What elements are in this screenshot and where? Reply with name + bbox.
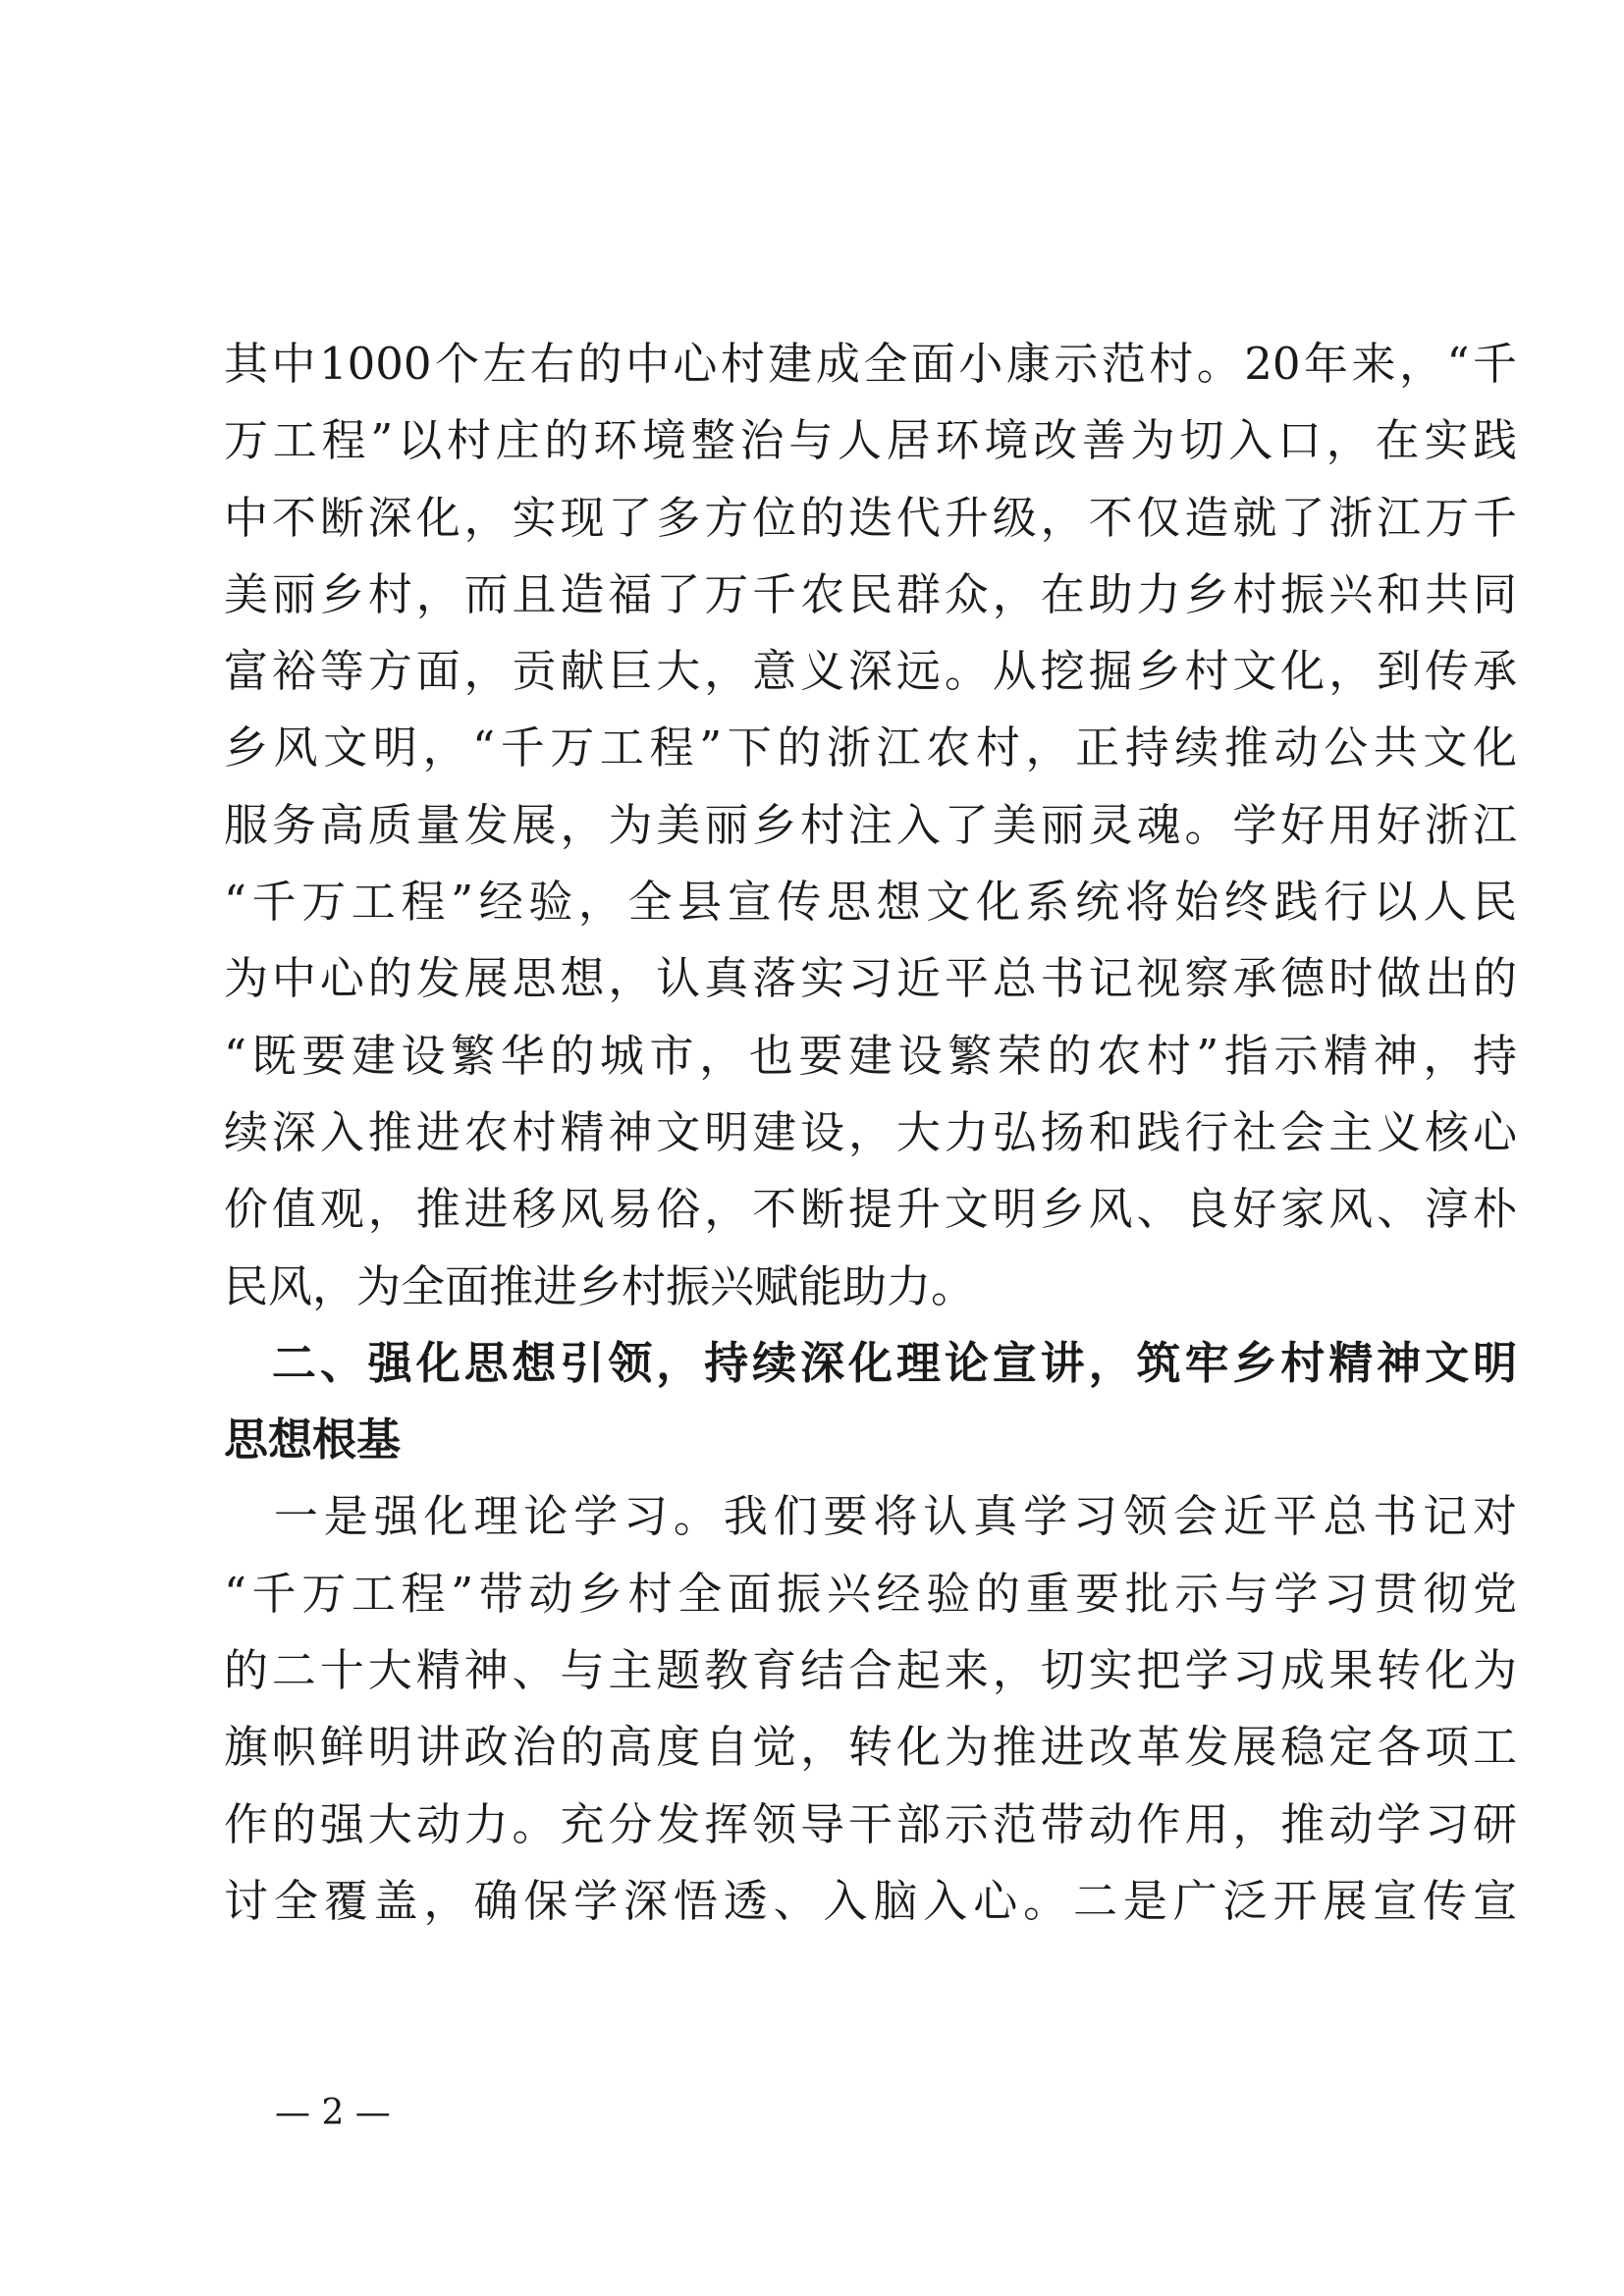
text-line-8: “千万工程”经验，全县宣传思想文化系统将始终践行以人民 bbox=[224, 876, 1517, 929]
text-line-5: 富裕等方面，贡献巨大，意义深远。从挖掘乡村文化，到传承 bbox=[224, 645, 1517, 698]
text-line-3: 中不断深化，实现了多方位的迭代升级，不仅造就了浙江万千 bbox=[224, 491, 1517, 544]
text-line-21: 讨全覆盖，确保学深悟透、入脑入心。二是广泛开展宣传宣 bbox=[224, 1874, 1517, 1927]
text-line-4: 美丽乡村，而且造福了万千农民群众，在助力乡村振兴和共同 bbox=[224, 567, 1517, 620]
text-line-12: 价值观，推进移风易俗，不断提升文明乡风、良好家风、淳朴 bbox=[224, 1183, 1517, 1236]
section-heading-line-1: 二、强化思想引领，持续深化理论宣讲，筑牢乡村精神文明 bbox=[224, 1336, 1517, 1389]
text-line-7: 服务高质量发展，为美丽乡村注入了美丽灵魂。学好用好浙江 bbox=[224, 798, 1517, 851]
text-line-17: “千万工程”带动乡村全面振兴经验的重要批示与学习贯彻党 bbox=[224, 1567, 1517, 1620]
text-line-9: 为中心的发展思想，认真落实习近平总书记视察承德时做出的 bbox=[224, 952, 1517, 1005]
text-line-19: 旗帜鲜明讲政治的高度自觉，转化为推进改革发展稳定各项工 bbox=[224, 1721, 1517, 1774]
text-line-16: 一是强化理论学习。我们要将认真学习领会近平总书记对 bbox=[224, 1490, 1517, 1543]
text-line-11: 续深入推进农村精神文明建设，大力弘扬和践行社会主义核心 bbox=[224, 1105, 1517, 1158]
section-heading-line-2: 思想根基 bbox=[224, 1414, 402, 1467]
text-line-18: 的二十大精神、与主题教育结合起来，切实把学习成果转化为 bbox=[224, 1644, 1517, 1697]
text-line-6: 乡风文明，“千万工程”下的浙江农村，正持续推动公共文化 bbox=[224, 721, 1517, 774]
text-line-20: 作的强大动力。充分发挥领导干部示范带动作用，推动学习研 bbox=[224, 1797, 1517, 1850]
text-line-10: “既要建设繁华的城市，也要建设繁荣的农村”指示精神，持 bbox=[224, 1029, 1517, 1082]
body-text bbox=[224, 326, 1517, 1940]
text-line-13: 民风，为全面推进乡村振兴赋能助力。 bbox=[224, 1259, 976, 1312]
text-line-2: 万工程”以村庄的环境整治与人居环境改善为切入口，在实践 bbox=[224, 414, 1517, 467]
text-line-1: 其中1000个左右的中心村建成全面小康示范村。20年来，“千 bbox=[224, 338, 1517, 390]
page-number: — 2 — bbox=[275, 2093, 391, 2133]
